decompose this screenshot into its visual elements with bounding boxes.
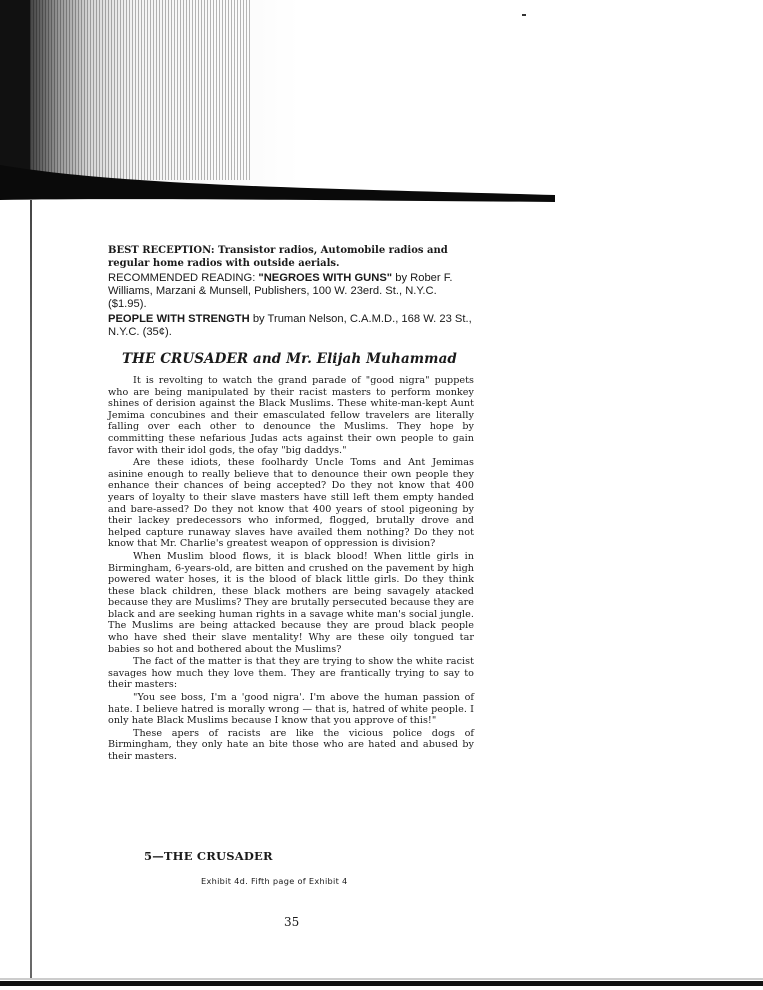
article-paragraph: It is revolting to watch the grand parade of "good nigra" puppets who are being manipulated by their racist masters to perform monkey shines of derision against the Black Muslims. These white-man-kept Aunt Jemima concubines and their emasculated fellow travelers are literally falling over each other to denounce the Muslims. They hope by committing these nefarious Judas acts against their own people to gain favor with their idol gods, the ofay "big daddys.": [108, 375, 474, 456]
best-reception-line: BEST RECEPTION: Transistor radios, Automobile radios and regular home radios with outside aerials.: [108, 245, 448, 269]
article-title: THE CRUSADER and Mr. Elijah Muhammad: [122, 351, 457, 367]
article-paragraph: When Muslim blood flows, it is black blood! When little girls in Birmingham, 6-years-old, are bitten and crushed on the pavement by high powered water hoses, it is the blood of black little girls. Do they think these black children, these black mothers are being savagely atacked because they are Muslims? They are brutally persecuted because they are black and are seeking human rights in a savage white man's social jungle. The Muslims are being attacked because they are proud black people who have shed their slave mentality! Why are these oily tongued tar babies so hot and bothered about the Muslims?: [108, 550, 474, 655]
document-body: [108, 245, 474, 764]
margin-rule: [30, 200, 32, 980]
newsletter-footer: 5—THE CRUSADER: [144, 849, 273, 863]
people-title: PEOPLE WITH STRENGTH: [108, 313, 250, 325]
page-number: 35: [284, 915, 300, 929]
scan-speck: [522, 14, 526, 16]
recommended-details: by Rober F. Williams, Marzani & Munsell, Publishers, 100 W. 23erd. St., N.Y.C. ($1.95).: [108, 272, 453, 310]
article-paragraph: "You see boss, I'm a 'good nigra'. I'm above the human passion of hate. I believe hatred is morally wrong — that is, hatred of white people. I only hate Black Muslims because I know that you approve of this!": [108, 692, 474, 727]
article-paragraph: Are these idiots, these foolhardy Uncle Toms and Ant Jemimas asinine enough to really believe that to denounce their own people they enhance their chances of being accepted? Do they not know that 400 years of loyalty to their slave masters have still left them empty handed and bare-assed? Do they not know that 400 years of stool pigeoning by their lackey predecessors who informed, flogged, brutally drove and helped capture runaway slaves have availed them nothing? Do they not know that Mr. Charlie's greatest weapon of oppression is division?: [108, 457, 474, 550]
people-with-strength: [108, 313, 474, 339]
recommended-title: "NEGROES WITH GUNS": [258, 272, 393, 284]
scan-artifact-bottom: [0, 978, 763, 990]
scan-artifact-top: [0, 0, 763, 205]
exhibit-caption: Exhibit 4d. Fifth page of Exhibit 4: [201, 876, 348, 886]
recommended-reading: [108, 272, 474, 311]
recommended-prefix: RECOMMENDED READING:: [108, 272, 259, 284]
article-paragraph: The fact of the matter is that they are trying to show the white racist savages how much they love them. They are frantically trying to say to their masters:: [108, 656, 474, 691]
article-paragraph: These apers of racists are like the vicious police dogs of Birmingham, they only hate an bite those who are hated and abused by their masters.: [108, 727, 474, 762]
people-details: by Truman Nelson, C.A.M.D., 168 W. 23 St., N.Y.C. (35¢).: [108, 313, 472, 338]
